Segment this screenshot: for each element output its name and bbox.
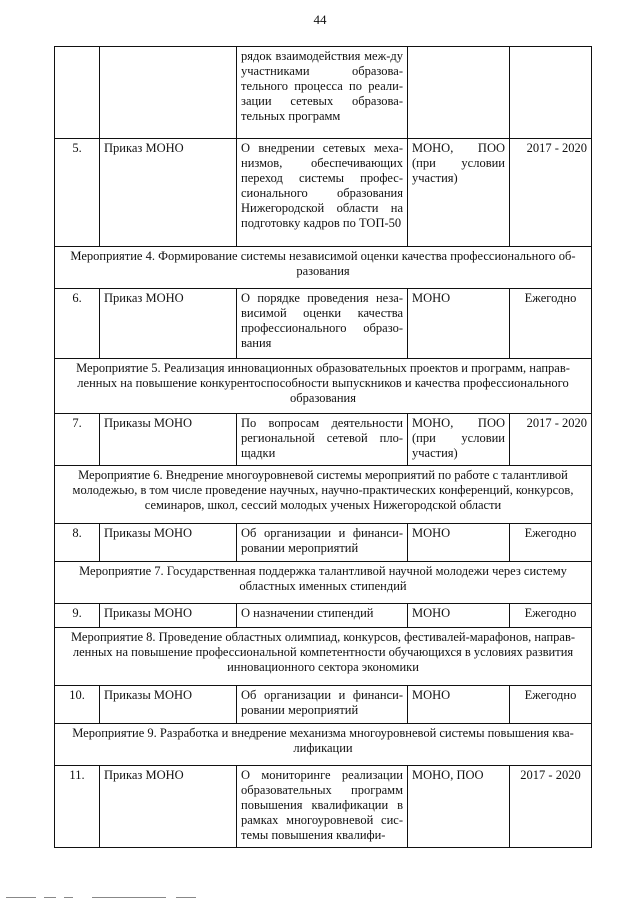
deadline: Ежегодно — [510, 524, 592, 562]
row-number: 11. — [55, 766, 100, 848]
deadline: 2017 - 2020 — [510, 414, 592, 466]
document-type: Приказ МОНО — [100, 766, 237, 848]
table-row — [55, 414, 592, 466]
document-subject: О внедрении сетевых меха-низмов, обеспечивающих переход системы профес-сионального образования Нижегородской области на подготовку кадров по ТОП-50 — [237, 139, 408, 247]
responsible: МОНО — [408, 686, 510, 724]
document-subject: Об организации и финанси-ровании мероприятий — [237, 524, 408, 562]
document-type: Приказ МОНО — [100, 289, 237, 359]
section-row — [55, 562, 592, 604]
table-row — [55, 604, 592, 628]
table-row — [55, 766, 592, 848]
section-heading: Мероприятие 5. Реализация инновационных образовательных проектов и программ, направ-ленных на повышение конкурентоспособности выпускников и качества профессионального образования — [55, 359, 592, 414]
responsible: МОНО — [408, 289, 510, 359]
section-heading: Мероприятие 8. Проведение областных олимпиад, конкурсов, фестивалей-марафонов, направ-ленных на повышение профессиональной компетентности обучающихся в условиях развития инновационного сектора экономики — [55, 628, 592, 686]
section-row — [55, 359, 592, 414]
document-subject: рядок взаимодействия меж-ду участниками образова-тельного процесса по реали-зации сетевых образова-тельных программ — [237, 47, 408, 139]
deadline: Ежегодно — [510, 289, 592, 359]
deadline: 2017 - 2020 — [510, 766, 592, 848]
document-type: Приказы МОНО — [100, 686, 237, 724]
document-type — [100, 47, 237, 139]
row-number: 5. — [55, 139, 100, 247]
section-row — [55, 628, 592, 686]
table-row — [55, 139, 592, 247]
responsible: МОНО, ПОО (при условии участия) — [408, 139, 510, 247]
responsible: МОНО, ПОО — [408, 766, 510, 848]
deadline: 2017 - 2020 — [510, 139, 592, 247]
row-number — [55, 47, 100, 139]
row-number: 6. — [55, 289, 100, 359]
deadline — [510, 47, 592, 139]
row-number: 10. — [55, 686, 100, 724]
measures-table — [54, 46, 592, 848]
document-subject: О назначении стипендий — [237, 604, 408, 628]
document-type: Приказы МОНО — [100, 604, 237, 628]
row-number: 8. — [55, 524, 100, 562]
responsible: МОНО — [408, 524, 510, 562]
table-row — [55, 524, 592, 562]
scan-edge-artifact — [0, 888, 640, 905]
responsible: МОНО, ПОО (при условии участия) — [408, 414, 510, 466]
document-subject: О порядке проведения неза-висимой оценки качества профессионального образо-вания — [237, 289, 408, 359]
document-type: Приказ МОНО — [100, 139, 237, 247]
section-heading: Мероприятие 9. Разработка и внедрение механизма многоуровневой системы повышения ква-лификации — [55, 724, 592, 766]
table-row — [55, 289, 592, 359]
table-row — [55, 47, 592, 139]
page-number: 44 — [313, 12, 327, 27]
document-type: Приказы МОНО — [100, 524, 237, 562]
responsible — [408, 47, 510, 139]
document-subject: Об организации и финанси-ровании мероприятий — [237, 686, 408, 724]
row-number: 9. — [55, 604, 100, 628]
document-subject: О мониторинге реализации образовательных программ повышения квалификации в рамках многоуровневой сис-темы повышения квалифи- — [237, 766, 408, 848]
section-heading: Мероприятие 7. Государственная поддержка талантливой научной молодежи через систему областных именных стипендий — [55, 562, 592, 604]
section-row — [55, 724, 592, 766]
document-subject: По вопросам деятельности региональной сетевой пло-щадки — [237, 414, 408, 466]
deadline: Ежегодно — [510, 604, 592, 628]
responsible: МОНО — [408, 604, 510, 628]
table-row — [55, 686, 592, 724]
row-number: 7. — [55, 414, 100, 466]
section-row — [55, 247, 592, 289]
section-heading: Мероприятие 6. Внедрение многоуровневой системы мероприятий по работе с талантливой молодежью, в том числе проведение научных, научно-практических конференций, конкурсов, семинаров, школ, сессий молодых ученых Нижегородской области — [55, 466, 592, 524]
deadline: Ежегодно — [510, 686, 592, 724]
section-heading: Мероприятие 4. Формирование системы независимой оценки качества профессионального об-разования — [55, 247, 592, 289]
document-type: Приказы МОНО — [100, 414, 237, 466]
section-row — [55, 466, 592, 524]
